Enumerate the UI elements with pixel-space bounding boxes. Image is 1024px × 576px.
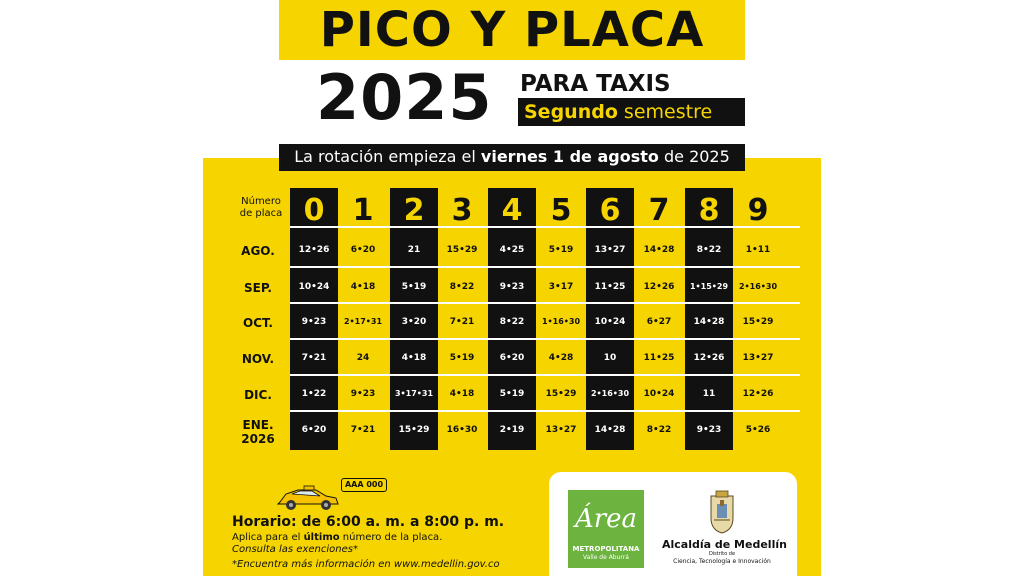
day-cell: 6•20 bbox=[499, 353, 525, 363]
area-logo-sub1: METROPOLITANA bbox=[572, 545, 640, 553]
day-cell: 11 bbox=[702, 389, 716, 399]
month-year: 2026 bbox=[241, 432, 275, 446]
day-cell: 8•22 bbox=[449, 282, 475, 292]
day-cell: 24 bbox=[356, 353, 370, 363]
schedule-text: Horario: de 6:00 a. m. a 8:00 p. m. bbox=[232, 514, 505, 530]
day-cell: 9•23 bbox=[301, 317, 327, 327]
taxi-icon bbox=[276, 484, 340, 512]
plate-digit-0: 0 bbox=[303, 193, 325, 228]
day-cell: 1•11 bbox=[745, 245, 771, 255]
month-name: ENE. bbox=[242, 418, 274, 432]
day-cell: 7•21 bbox=[449, 317, 475, 327]
area-logo-sub2: Valle de Aburrá bbox=[583, 554, 629, 561]
day-cell: 12•26 bbox=[298, 245, 330, 255]
day-cell: 13•27 bbox=[742, 353, 774, 363]
plate-digit-5: 5 bbox=[550, 193, 572, 228]
day-cell: 13•27 bbox=[594, 245, 626, 255]
row-divider bbox=[290, 266, 800, 268]
day-cell: 11•25 bbox=[643, 353, 675, 363]
more-info-text: *Encuentra más información en www.medellin.gov.co bbox=[232, 559, 500, 570]
semester-rest: semestre bbox=[617, 101, 713, 123]
rotation-suffix: de 2025 bbox=[658, 147, 730, 166]
day-cell: 8•22 bbox=[499, 317, 525, 327]
day-cell: 3•20 bbox=[401, 317, 427, 327]
applies-prefix: Aplica para el bbox=[232, 532, 304, 543]
row-divider bbox=[290, 338, 800, 340]
plate-digit-4: 4 bbox=[501, 193, 523, 228]
day-cell: 5•19 bbox=[548, 245, 574, 255]
day-cell: 10•24 bbox=[594, 317, 626, 327]
plate-label-line2: de placa bbox=[239, 208, 283, 219]
day-cell: 14•28 bbox=[594, 425, 626, 435]
month-label bbox=[226, 388, 290, 402]
month-name: OCT. bbox=[243, 316, 273, 330]
day-cell: 6•27 bbox=[646, 317, 672, 327]
month-label bbox=[226, 244, 290, 258]
year-heading: 2025 bbox=[316, 61, 493, 134]
day-cell: 5•19 bbox=[449, 353, 475, 363]
day-cell: 2•17•31 bbox=[343, 317, 383, 326]
day-cell: 4•18 bbox=[350, 282, 376, 292]
semester-bold: Segundo bbox=[524, 101, 618, 123]
day-cell: 12•26 bbox=[643, 282, 675, 292]
day-cell: 21 bbox=[407, 245, 421, 255]
area-logo-title: Área bbox=[574, 504, 638, 534]
plate-digit-3: 3 bbox=[451, 193, 473, 228]
day-cell: 13•27 bbox=[545, 425, 577, 435]
day-cell: 3•17 bbox=[548, 282, 574, 292]
plate-digit-6: 6 bbox=[599, 193, 621, 228]
day-cell: 4•28 bbox=[548, 353, 574, 363]
day-cell: 2•16•30 bbox=[590, 389, 630, 398]
day-cell: 7•21 bbox=[301, 353, 327, 363]
month-label bbox=[226, 352, 290, 366]
day-cell: 14•28 bbox=[693, 317, 725, 327]
day-cell: 5•19 bbox=[401, 282, 427, 292]
exemptions-link[interactable]: Consulta las exenciones* bbox=[232, 544, 358, 555]
day-cell: 2•16•30 bbox=[738, 282, 778, 291]
day-cell: 4•18 bbox=[449, 389, 475, 399]
day-cell: 15•29 bbox=[545, 389, 577, 399]
page-title: PICO Y PLACA bbox=[319, 2, 705, 58]
day-cell: 9•23 bbox=[696, 425, 722, 435]
day-cell: 12•26 bbox=[742, 389, 774, 399]
month-label bbox=[226, 281, 290, 295]
subtitle: PARA TAXIS bbox=[520, 71, 671, 97]
day-cell: 4•25 bbox=[499, 245, 525, 255]
medellin-shield-icon bbox=[708, 490, 736, 534]
month-label bbox=[226, 316, 290, 330]
alcaldia-name: Alcaldía de Medellín bbox=[662, 538, 787, 551]
rotation-date: viernes 1 de agosto bbox=[480, 147, 659, 166]
month-name: NOV. bbox=[241, 352, 275, 366]
day-cell: 9•23 bbox=[499, 282, 525, 292]
day-cell: 14•28 bbox=[643, 245, 675, 255]
day-cell: 10 bbox=[603, 353, 617, 363]
day-cell: 10•24 bbox=[643, 389, 675, 399]
row-divider bbox=[290, 302, 800, 304]
day-cell: 5•19 bbox=[499, 389, 525, 399]
row-divider bbox=[290, 410, 800, 412]
rotation-text bbox=[279, 146, 745, 168]
month-name: AGO. bbox=[241, 244, 275, 258]
day-cell: 9•23 bbox=[350, 389, 376, 399]
rotation-prefix: La rotación empieza el bbox=[294, 147, 481, 166]
day-cell: 4•18 bbox=[401, 353, 427, 363]
day-cell: 15•29 bbox=[398, 425, 430, 435]
month-name: DIC. bbox=[244, 388, 272, 402]
day-cell: 6•20 bbox=[350, 245, 376, 255]
day-cell: 8•22 bbox=[696, 245, 722, 255]
plate-example-tag: AAA 000 bbox=[341, 478, 387, 492]
day-cell: 5•26 bbox=[745, 425, 771, 435]
applies-text bbox=[232, 532, 442, 544]
day-cell: 16•30 bbox=[446, 425, 478, 435]
plate-digit-1: 1 bbox=[352, 193, 374, 228]
day-cell: 7•21 bbox=[350, 425, 376, 435]
month-name: SEP. bbox=[244, 281, 272, 295]
day-cell: 2•19 bbox=[499, 425, 525, 435]
month-label bbox=[226, 418, 290, 446]
plate-digit-7: 7 bbox=[648, 193, 670, 228]
day-cell: 1•22 bbox=[301, 389, 327, 399]
alcaldia-sector: Ciencia, Tecnología e Innovación bbox=[673, 558, 771, 565]
applies-suffix: número de la placa. bbox=[339, 532, 443, 543]
day-cell: 12•26 bbox=[693, 353, 725, 363]
day-cell: 1•15•29 bbox=[689, 282, 729, 291]
day-cell: 10•24 bbox=[298, 282, 330, 292]
day-cell: 6•20 bbox=[301, 425, 327, 435]
plate-label-line1: Número bbox=[241, 196, 281, 207]
alcaldia-district: Distrito de bbox=[708, 551, 736, 557]
day-cell: 3•17•31 bbox=[394, 389, 434, 398]
plate-digit-8: 8 bbox=[698, 193, 720, 228]
day-cell: 15•29 bbox=[742, 317, 774, 327]
plate-digit-9: 9 bbox=[747, 193, 769, 228]
applies-bold: último bbox=[303, 532, 340, 543]
day-cell: 1•16•30 bbox=[541, 317, 581, 326]
plate-digit-2: 2 bbox=[403, 193, 425, 228]
semester-label bbox=[524, 100, 712, 124]
day-cell: 11•25 bbox=[594, 282, 626, 292]
plate-number-label bbox=[226, 196, 296, 220]
row-divider bbox=[290, 374, 800, 376]
day-cell: 8•22 bbox=[646, 425, 672, 435]
day-cell: 15•29 bbox=[446, 245, 478, 255]
